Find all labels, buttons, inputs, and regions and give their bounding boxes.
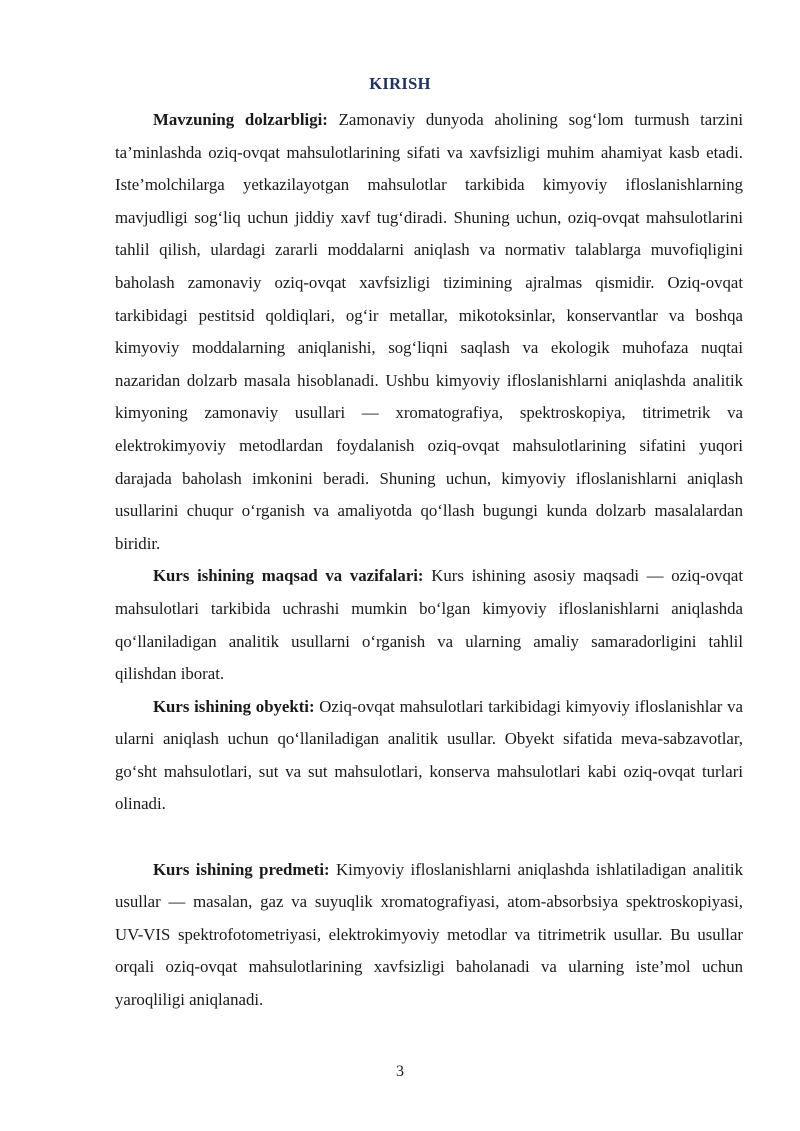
paragraph-goals (115, 560, 743, 690)
document-body (115, 104, 743, 1017)
paragraph-lead: Kurs ishining obyekti: (153, 696, 315, 716)
paragraph-subject (115, 854, 743, 1017)
paragraph-relevance (115, 104, 743, 560)
paragraph-lead: Kurs ishining maqsad va vazifalari: (153, 566, 424, 586)
paragraph-object (115, 691, 743, 821)
paragraph-lead: Mavzuning dolzarbligi: (153, 110, 328, 129)
paragraph-text: Zamonaviy dunyoda aholining sog‘lom turmush tarzini ta’minlashda oziq-ovqat mahsulotlarining sifati va xavfsizligi muhim ahamiyat kasb etadi. Iste’molchilarga yetkazilayotgan mahsulotlar tarkibida kimyoviy ifloslanishlarning mavjudligi sog‘liq uchun jiddiy xavf tug‘diradi. Shuning uchun, oziq-ovqat mahsulotlarini tahlil qilish, ulardagi zararli moddalarni aniqlash va normativ talablarga muvofiqligini baholash zamonaviy oziq-ovqat xavfsizligi tizimining ajralmas qismidir. Oziq-ovqat tarkibidagi pestitsid qoldiqlari, og‘ir metallar, mikotoksinlar, konservantlar va boshqa kimyoviy moddalarning aniqlanishi, sog‘liqni saqlash va ekologik muhofaza nuqtai nazaridan dolzarb masala hisoblanadi. Ushbu kimyoviy ifloslanishlarni aniqlashda analitik kimyoning zamonaviy usullari — xromatografiya, spektroskopiya, titrimetrik va elektrokimyoviy metodlardan foydalanish oziq-ovqat mahsulotlarining sifatini yuqori darajada baholash imkonini beradi. Shuning uchun, kimyoviy ifloslanishlarni aniqlash usullarini chuqur o‘rganish va amaliyotda qo‘llash bugungi kunda dolzarb masalalardan biridir. (115, 110, 743, 553)
section-heading: KIRISH (369, 74, 431, 93)
page-number: 3 (396, 1063, 404, 1080)
paragraph-text: Oziq-ovqat mahsulotlari tarkibidagi kimyoviy ifloslanishlar va ularni aniqlash uchun qo‘llaniladigan analitik usullar. Obyekt sifatida meva-sabzavotlar, go‘sht mahsulotlari, sut va sut mahsulotlari, konserva mahsulotlari kabi oziq-ovqat turlari olinadi. (115, 696, 743, 814)
paragraph-lead: Kurs ishining predmeti: (153, 859, 330, 879)
paragraph-spacer (115, 821, 743, 854)
paragraph-text: Kimyoviy ifloslanishlarni aniqlashda ishlatiladigan analitik usullar — masalan, gaz va suyuqlik xromatografiyasi, atom-absorbsiya spektroskopiyasi, UV-VIS spektrofotometriyasi, elektrokimyoviy metodlar va titrimetrik usullar. Bu usullar orqali oziq-ovqat mahsulotlarining xavfsizligi baholanadi va ularning iste’mol uchun yaroqliligi aniqlanadi. (115, 859, 743, 1010)
paragraph-text: Kurs ishining asosiy maqsadi — oziq-ovqat mahsulotlari tarkibida uchrashi mumkin bo‘lgan kimyoviy ifloslanishlarni aniqlashda qo‘llaniladigan analitik usullarni o‘rganish va ularning amaliy samaradorligini tahlil qilishdan iborat. (115, 566, 743, 684)
